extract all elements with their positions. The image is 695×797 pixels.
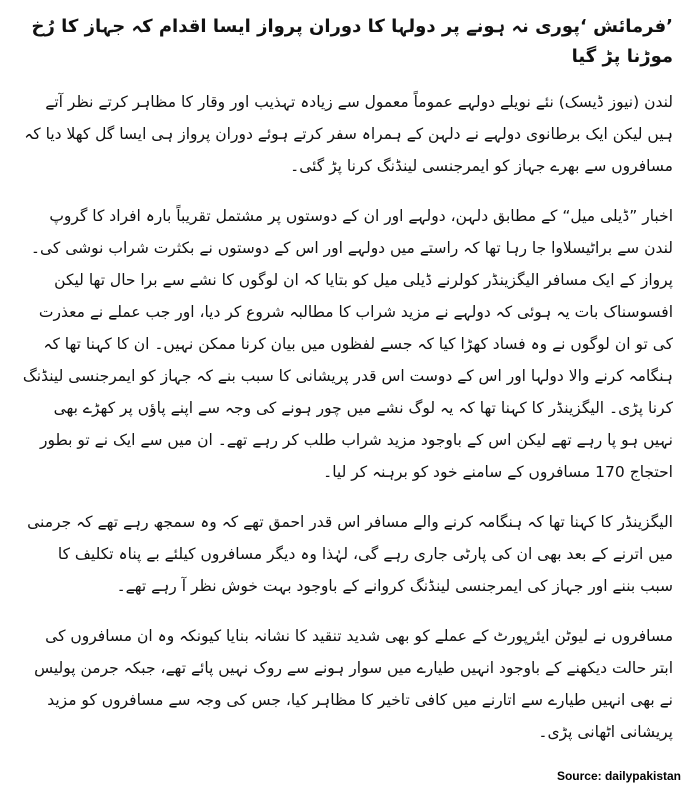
article-paragraph: الیگزینڈر کا کہنا تھا کہ ہنگامہ کرنے والے مسافر اس قدر احمق تھے کہ وہ سمجھ رہے تھے کہ جرمنی میں اترنے کے بعد بھی ان کی پارٹی جاری رہے گی، لہٰذا وہ دیگر مسافروں کیلئے بے پناہ تکلیف کا سبب بننے اور جہاز کی ایمرجنسی لینڈنگ کروانے کے باوجود بہت خوش نظر آ رہے تھے۔ [27, 513, 673, 595]
article-paragraph: لندن (نیوز ڈیسک) نئے نویلے دولہے عموماً معمول سے زیادہ تہذیب اور وقار کا مظاہر کرتے نظر آتے ہیں لیکن ایک برطانوی دولہے نے دلہن کے ہمراہ سفر کرتے ہوئے دوران پرواز ہی ایسا گل کھلا دیا کہ مسافروں سے بھرے جہاز کو ایمرجنسی لینڈنگ کرنا پڑ گئی۔ [24, 93, 673, 175]
headline: ’فرمائش ‘پوری نہ ہونے پر دولہا کا دوران پرواز ایسا اقدام کہ جہاز کا رُخ موڑنا پڑ گیا [31, 16, 673, 67]
article-paragraph: مسافروں نے لیوٹن ایئرپورٹ کے عملے کو بھی شدید تنقید کا نشانہ بنایا کیونکہ وہ ان مسافروں کی ابتر حالت دیکھنے کے باوجود انہیں طیارے میں سوار ہونے سے روک نہیں پائے تھے، جبکہ جرمن پولیس نے بھی انہیں طیارے سے اتارنے میں کافی تاخیر کا مظاہر کیا، جس کی وجہ سے مسافروں کو مزید پریشانی اٹھانی پڑی۔ [34, 627, 673, 741]
source-credit: Source: dailypakistan [556, 769, 681, 783]
article-body [22, 12, 673, 766]
article-paragraph: اخبار ”ڈیلی میل“ کے مطابق دلہن، دولہے اور ان کے دوستوں پر مشتمل تقریباً بارہ افراد کا گروپ لندن سے براٹیسلاوا جا رہا تھا کہ راستے میں دولہے اور اس کے دوستوں نے بکثرت شراب نوشی کی۔ پرواز کے ایک مسافر الیگزینڈر کولرنے ڈیلی میل کو بتایا کہ ان لوگوں کا نشے سے برا حال تھا لیکن افسوسناک بات یہ ہوئی کہ دولہے نے مزید شراب کا مطالبہ شروع کر دیا، اور جب عملے نے معذرت کی تو ان لوگوں نے وہ فساد کھڑا کیا کہ جسے لفظوں میں بیان کرنا ممکن نہیں۔ ان کا کہنا تھا کہ ہنگامہ کرنے والا دولہا اور اس کے دوست اس قدر پریشانی کا سبب بنے کہ جہاز کو ایمرجنسی لینڈنگ کرنا پڑی۔ الیگزینڈر کا کہنا تھا کہ یہ لوگ نشے میں چور ہونے کی وجہ سے اپنے پاﺅں پر کھڑے بھی نہیں ہو پا رہے تھے لیکن اس کے باوجود مزید شراب طلب کر رہے تھے۔ ان میں سے ایک نے تو بطور احتجاج 170 مسافروں کے سامنے خود کو برہنہ کر لیا۔ [22, 207, 673, 481]
